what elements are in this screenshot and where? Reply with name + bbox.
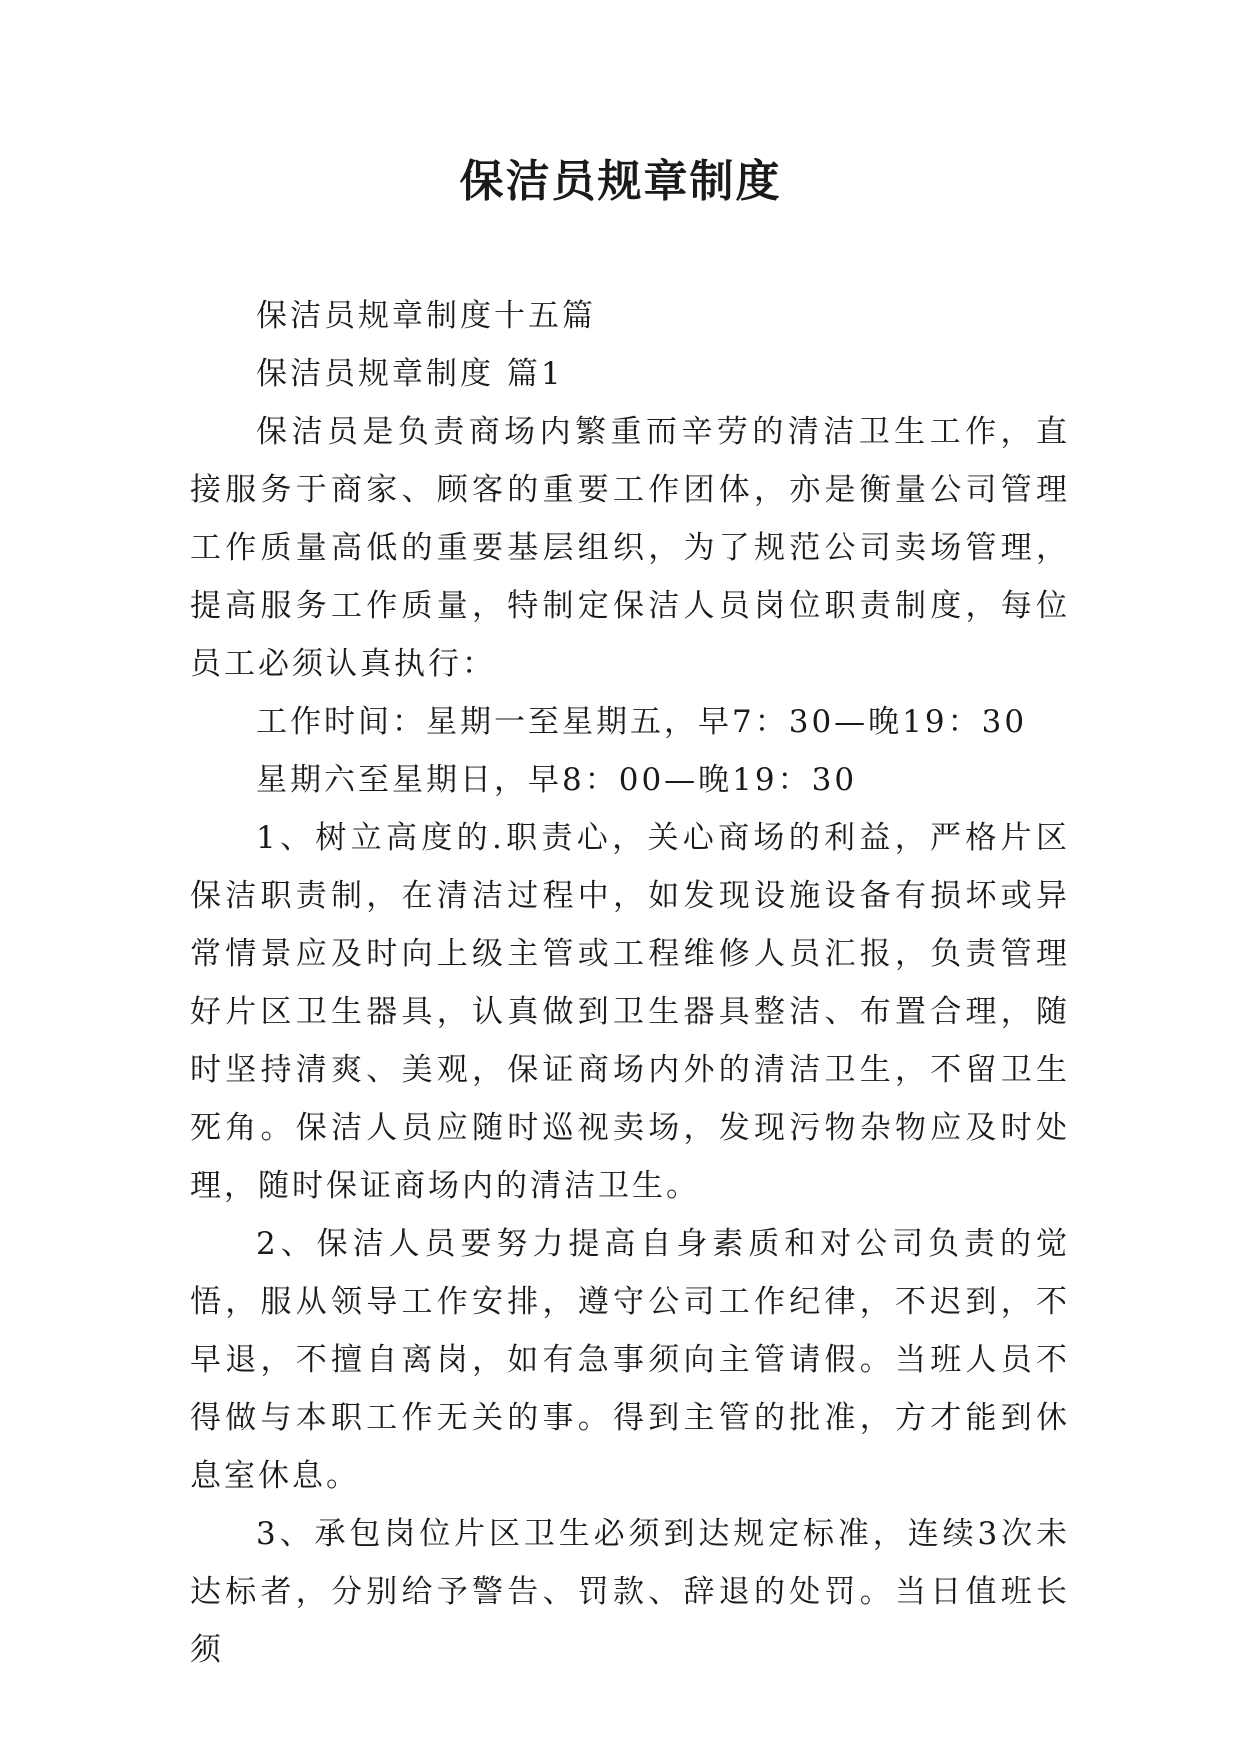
paragraph-intro: 保洁员是负责商场内繁重而辛劳的清洁卫生工作，直接服务于商家、顾客的重要工作团体，亦是衡量公司管理工作质量高低的重要基层组织，为了规范公司卖场管理，提高服务工作质量，特制定保洁人员岗位职责制度，每位员工必须认真执行：: [190, 414, 1070, 682]
document-title: 保洁员规章制度: [459, 156, 782, 207]
paragraph-rule-3: 3、承包岗位片区卫生必须到达规定标准，连续3次未达标者，分别给予警告、罚款、辞退的处罚。当日值班长须: [190, 1516, 1070, 1668]
paragraph-rule-1: 1、树立高度的.职责心，关心商场的利益，严格片区保洁职责制，在清洁过程中，如发现设施设备有损坏或异常情景应及时向上级主管或工程维修人员汇报，负责管理好片区卫生器具，认真做到卫生器具整洁、布置合理，随时坚持清爽、美观，保证商场内外的清洁卫生，不留卫生死角。保洁人员应随时巡视卖场，发现污物杂物应及时处理，随时保证商场内的清洁卫生。: [190, 820, 1070, 1204]
document-body: [190, 287, 1070, 1679]
paragraph-rule-2: 2、保洁人员要努力提高自身素质和对公司负责的觉悟，服从领导工作安排，遵守公司工作纪律，不迟到，不早退，不擅自离岗，如有急事须向主管请假。当班人员不得做与本职工作无关的事。得到主管的批准，方才能到休息室休息。: [190, 1226, 1070, 1494]
paragraph-section-heading: 保洁员规章制度 篇1: [256, 356, 564, 392]
paragraph-weekend-hours: 星期六至星期日，早8：00—晚19：30: [256, 762, 858, 798]
paragraph-subtitle: 保洁员规章制度十五篇: [256, 298, 596, 334]
paragraph-weekday-hours: 工作时间：星期一至星期五，早7：30—晚19：30: [256, 704, 1028, 740]
